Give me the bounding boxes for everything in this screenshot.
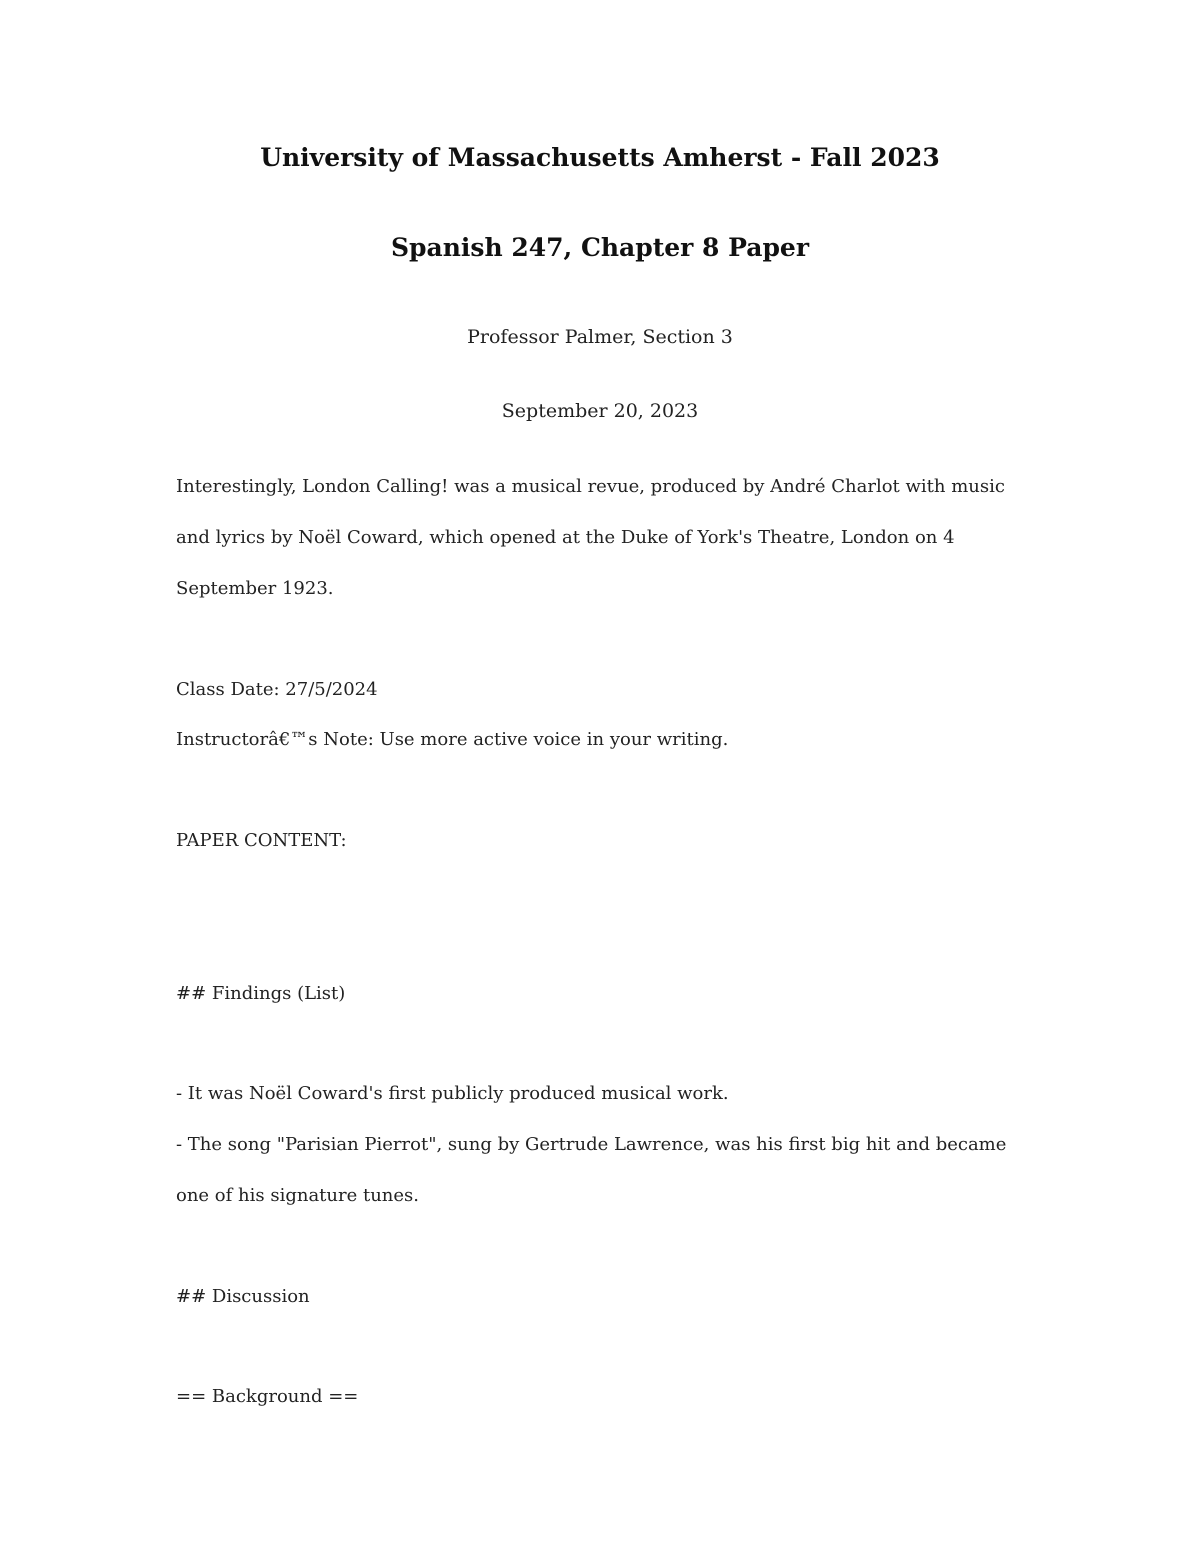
finding-item-1: - It was Noël Coward's first publicly produced musical work. <box>176 1083 729 1104</box>
finding-item-2-continued: one of his signature tunes. <box>176 1185 420 1206</box>
finding-item-2: - The song "Parisian Pierrot", sung by Gertrude Lawrence, was his first big hit and became <box>176 1134 1007 1155</box>
document-title: University of Massachusetts Amherst - Fall 2023 <box>260 143 940 172</box>
intro-line-1: Interestingly, London Calling! was a musical revue, produced by André Charlot with music <box>176 476 1005 497</box>
background-heading: == Background == <box>176 1386 359 1407</box>
findings-heading: ## Findings (List) <box>176 983 346 1004</box>
class-date: Class Date: 27/5/2024 <box>176 679 378 700</box>
intro-line-2: and lyrics by Noël Coward, which opened at the Duke of York's Theatre, London on 4 <box>176 527 955 548</box>
document-subtitle: Spanish 247, Chapter 8 Paper <box>390 233 810 262</box>
intro-line-3: September 1923. <box>176 578 334 599</box>
discussion-heading: ## Discussion <box>176 1286 310 1307</box>
date-line: September 20, 2023 <box>501 400 699 422</box>
professor-line: Professor Palmer, Section 3 <box>467 326 733 348</box>
paper-content-label: PAPER CONTENT: <box>176 830 347 851</box>
instructor-note: Instructorâ€™s Note: Use more active voice in your writing. <box>176 729 729 750</box>
